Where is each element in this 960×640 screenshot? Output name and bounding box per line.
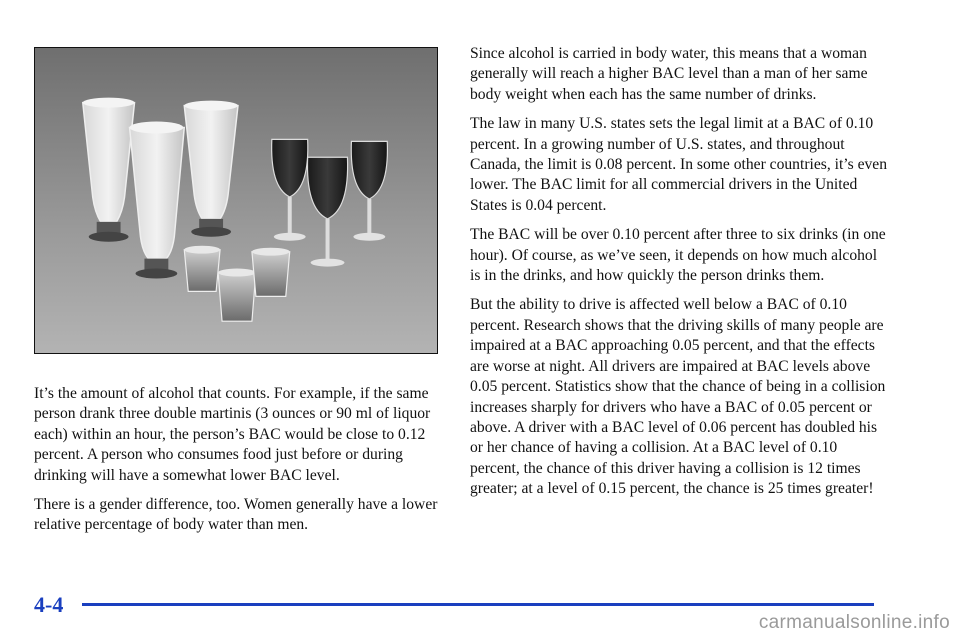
glasses-photo-icon <box>35 48 437 353</box>
glasses-photo <box>34 47 438 354</box>
right-column <box>470 44 890 509</box>
watermark: carmanualsonline.info <box>758 612 950 633</box>
paragraph: The BAC will be over 0.10 percent after three to six drinks (in one hour). Of course, as we’ve seen, it depends on how much alcohol is in the drinks, and how quickly the person drinks them. <box>470 226 886 285</box>
footer-rule <box>82 603 874 606</box>
paragraph: There is a gender difference, too. Women generally have a lower relative percentage of body water than men. <box>34 496 438 534</box>
paragraph: The law in many U.S. states sets the legal limit at a BAC of 0.10 percent. In a growing number of U.S. states, and throughout Canada, the limit is 0.08 percent. In some other countries, it’s even lower. The BAC limit for all commercial drivers in the United States is 0.04 percent. <box>470 115 888 214</box>
paragraph: Since alcohol is carried in body water, this means that a woman generally will reach a higher BAC level than a man of her same body weight when each has the same number of drinks. <box>470 45 868 103</box>
paragraph: It’s the amount of alcohol that counts. For example, if the same person drank three double martinis (3 ounces or 90 ml of liquor each) within an hour, the person’s BAC would be close to 0.12 percent. A person who consumes food just before or during drinking will have a somewhat lower BAC level. <box>34 385 431 484</box>
page-number: 4-4 <box>34 592 64 617</box>
left-column <box>34 384 444 545</box>
paragraph: But the ability to drive is affected well below a BAC of 0.10 percent. Research shows that the driving skills of many people are impaired at a BAC approaching 0.05 percent, and that the effects are worse at night. All drivers are impaired at BAC levels above 0.05 percent. Statistics show that the chance of being in a collision increases sharply for drivers who have a BAC of 0.05 percent or above. A driver with a BAC level of 0.06 percent has doubled his or her chance of having a collision. At a BAC level of 0.10 percent, the chance of this driver having a collision is 12 times greater; at a level of 0.15 percent, the chance is 25 times greater! <box>470 296 886 498</box>
